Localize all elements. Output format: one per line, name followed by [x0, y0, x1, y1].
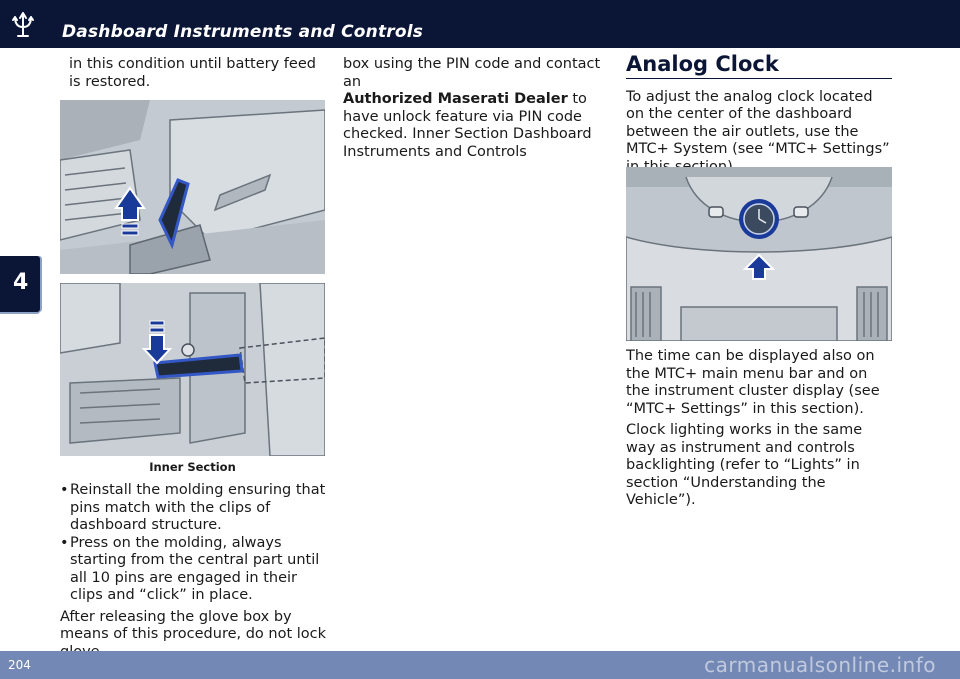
column-3-lower [626, 348, 894, 510]
column-1-lower [60, 482, 328, 661]
figure-caption: Inner Section [149, 460, 236, 474]
chapter-tab [0, 256, 40, 312]
paragraph-start: box using the PIN code and contact an [343, 56, 601, 90]
dealer-name: Authorized Maserati Dealer [343, 91, 568, 107]
bullet-text: Press on the molding, always starting from the central part until all 10 pins are engaged in their clips and “click” in place. [70, 534, 320, 603]
watermark: carmanualsonline.info [704, 653, 936, 677]
bullet-marker: • [60, 482, 69, 498]
list-item [60, 482, 328, 535]
intro-text: in this condition until battery feed is restored. [69, 56, 316, 90]
glove-box-illustration [60, 100, 325, 274]
column-1 [60, 56, 328, 91]
bullet-marker: • [60, 534, 69, 551]
section-heading: Analog Clock [626, 56, 892, 79]
section-title: Dashboard Instruments and Controls [62, 22, 424, 42]
bullet-text: Reinstall the molding ensuring that pins match with the clips of dashboard structure. [70, 482, 326, 533]
clock-paragraph-3: Clock lighting works in the same way as instrument and controls backlighting (refer to “Lights” in section “Understanding the Vehicle”). [626, 422, 863, 508]
inner-section-illustration [60, 283, 325, 456]
body-paragraph: After releasing the glove box by means of this procedure, do not lock [60, 608, 327, 642]
chapter-number: 4 [13, 270, 29, 295]
instruction-list [60, 482, 328, 605]
analog-clock-illustration [626, 167, 892, 341]
list-item [60, 535, 328, 605]
trident-icon [8, 10, 38, 40]
page-header [0, 0, 960, 48]
continuation-paragraph [343, 56, 611, 161]
clock-paragraph-1: To adjust the analog clock located on the center of the dashboard between the air outlets, use the MTC+ System (see “MTC+ Settings” [626, 88, 890, 157]
clock-paragraph-2: The time can be displayed also on the MTC+ main menu bar and on the instrument cluster display (see “MTC+ Settings” in this section). [626, 348, 880, 417]
page-number: 204 [8, 658, 31, 672]
column-3 [626, 52, 894, 176]
paragraph-end: to have unlock feature via PIN code checked. Inner Section Dashboard Instruments and Controls [343, 91, 592, 160]
column-2 [343, 56, 611, 161]
page-footer [0, 651, 960, 679]
